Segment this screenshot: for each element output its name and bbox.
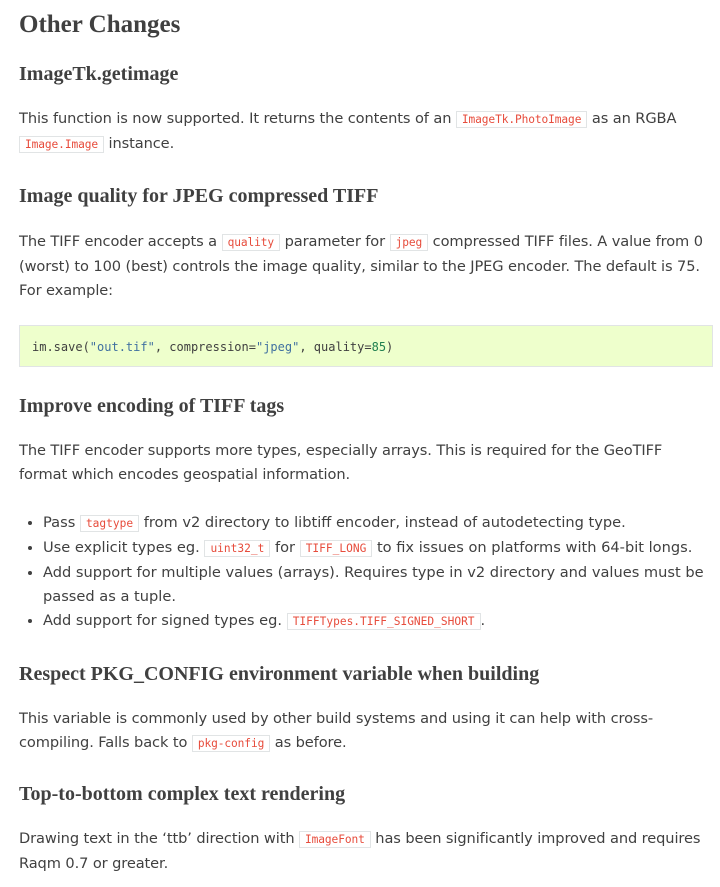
code-block <box>19 325 713 367</box>
section-heading-tiff-tags: Improve encoding of TIFF tags <box>19 395 285 417</box>
list-item <box>43 609 720 634</box>
section-heading-imagetk-getimage: ImageTk.getimage <box>19 63 179 85</box>
text-run: from v2 directory to libtiff encoder, instead of autodetecting type. <box>139 514 626 531</box>
section-heading-ttb-rendering: Top-to-bottom complex text rendering <box>19 783 346 805</box>
text-run: instance. <box>104 135 175 152</box>
section-paragraph <box>19 107 709 157</box>
code-number: 85 <box>371 340 387 354</box>
page-title: Other Changes <box>19 11 181 38</box>
text-run: as before. <box>270 734 347 751</box>
code-token: im.save( <box>32 340 90 354</box>
inline-code: pkg-config <box>192 735 270 752</box>
code-string: "jpeg" <box>255 340 300 354</box>
section-paragraph <box>19 827 709 876</box>
inline-code: ImageTk.PhotoImage <box>456 111 587 128</box>
text-run: . <box>480 612 486 629</box>
code-string: "out.tif" <box>89 340 155 354</box>
code-token: , quality= <box>299 340 372 354</box>
text-run: for <box>270 539 300 556</box>
list-item <box>43 536 720 561</box>
section-paragraph <box>19 707 709 756</box>
text-run: to fix issues on platforms with 64-bit longs. <box>372 539 693 556</box>
text-run: Pass <box>43 514 80 531</box>
inline-code: uint32_t <box>204 540 270 557</box>
inline-code: jpeg <box>390 234 429 251</box>
text-run: Use explicit types eg. <box>43 539 205 556</box>
inline-code: ImageFont <box>299 831 371 848</box>
text-run: has been significantly improved and requires Raqm 0.7 or greater. <box>19 830 701 872</box>
inline-code: TIFF_LONG <box>300 540 373 557</box>
list-item: • Add support for multiple values (arrays). Requires type in v2 directory and values must be passed as a tuple. <box>43 561 720 609</box>
code-token: , compression= <box>154 340 256 354</box>
inline-code: tagtype <box>80 515 139 532</box>
section-heading-jpeg-tiff: Image quality for JPEG compressed TIFF <box>19 185 379 207</box>
section-heading-pkg-config: Respect PKG_CONFIG environment variable when building <box>19 663 540 685</box>
inline-code: Image.Image <box>19 136 104 153</box>
text-run: as an RGBA <box>587 110 677 127</box>
text-run: compressed TIFF files. A value from 0 (worst) to 100 (best) controls the image quality, similar to the JPEG encoder. The default is 75. For example: <box>19 233 703 299</box>
text-run: This variable is commonly used by other build systems and using it can help with cross-compiling. Falls back to <box>19 710 654 751</box>
list-item <box>43 511 720 536</box>
bullet-list <box>19 511 720 634</box>
inline-code: quality <box>222 234 280 251</box>
text-run: The TIFF encoder accepts a <box>19 233 222 250</box>
inline-code: TIFFTypes.TIFF_SIGNED_SHORT <box>287 613 481 630</box>
text-run: parameter for <box>280 233 390 250</box>
text-run: Add support for signed types eg. <box>43 612 287 629</box>
text-run: This function is now supported. It returns the contents of an <box>19 110 456 127</box>
code-token: ) <box>386 340 394 354</box>
text-run: Drawing text in the ‘ttb’ direction with <box>19 830 300 847</box>
section-paragraph: The TIFF encoder supports more types, especially arrays. This is required for the GeoTIFF format which encodes geospatial information. <box>19 442 663 483</box>
section-paragraph <box>19 230 709 303</box>
